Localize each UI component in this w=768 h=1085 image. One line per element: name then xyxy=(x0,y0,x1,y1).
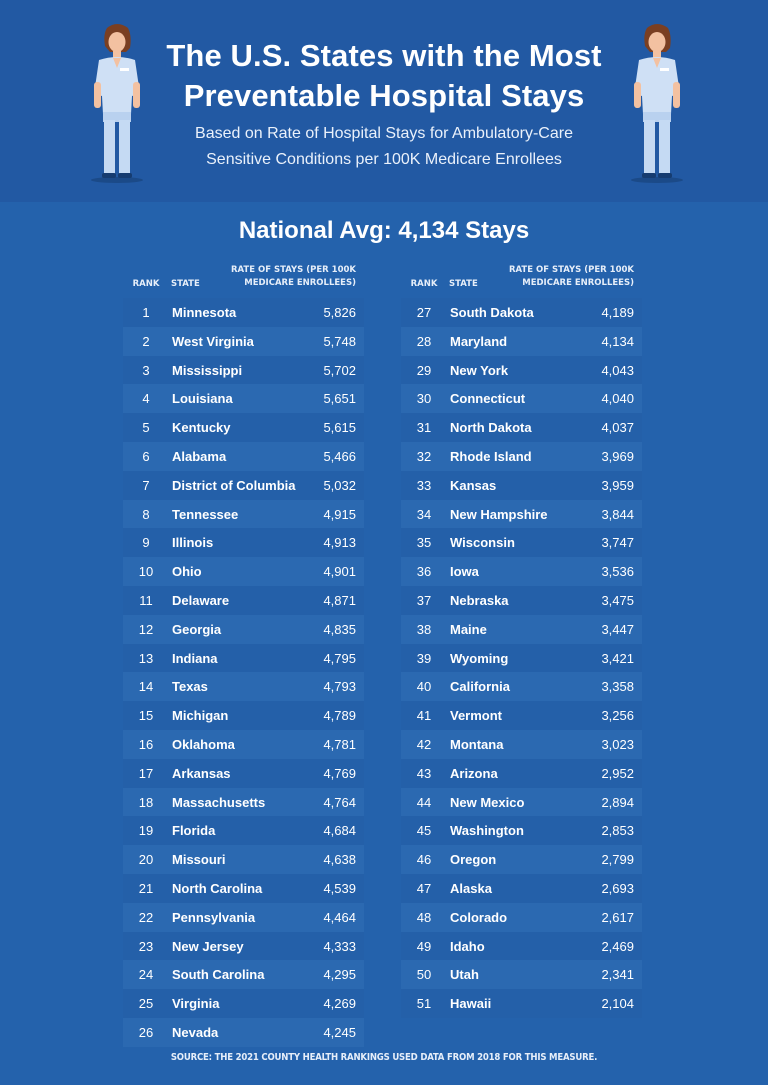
row-rate: 3,536 xyxy=(601,564,634,580)
national-average: National Avg: 4,134 Stays xyxy=(238,217,530,244)
page-title xyxy=(0,36,768,116)
row-state: Oregon xyxy=(450,852,497,868)
column-header-state: STATE xyxy=(171,279,200,289)
row-rank: 21 xyxy=(138,881,154,896)
row-rank: 8 xyxy=(142,506,150,522)
row-rank: 5 xyxy=(142,420,150,436)
table-row xyxy=(123,298,364,327)
row-rank: 25 xyxy=(138,996,154,1012)
row-rate: 3,447 xyxy=(601,621,634,637)
row-rank: 22 xyxy=(138,909,154,925)
table-row xyxy=(401,644,642,673)
row-rate: 5,466 xyxy=(323,449,356,464)
row-rate: 3,358 xyxy=(601,679,634,695)
table-row xyxy=(401,586,642,615)
row-rate: 4,245 xyxy=(323,1025,356,1040)
row-rate: 2,853 xyxy=(601,823,634,839)
row-state: Virginia xyxy=(172,996,220,1012)
column-header-rate-line-1: RATE OF STAYS (PER 100K xyxy=(508,265,634,275)
row-rank: 12 xyxy=(138,621,154,637)
row-state: Minnesota xyxy=(172,305,237,320)
column-header-rate-line-2: MEDICARE ENROLLEES) xyxy=(244,278,356,288)
row-rank: 34 xyxy=(416,506,432,522)
row-rate: 3,747 xyxy=(601,535,634,551)
row-state: Kentucky xyxy=(172,420,231,436)
table-row xyxy=(123,442,364,471)
table-row xyxy=(401,672,642,701)
row-rank: 9 xyxy=(142,535,150,551)
row-rate: 2,341 xyxy=(601,967,634,983)
table-row xyxy=(123,989,364,1018)
row-rate: 3,475 xyxy=(601,593,634,608)
row-state: Kansas xyxy=(450,477,497,493)
row-rate: 2,894 xyxy=(601,794,634,810)
table-row xyxy=(401,327,642,356)
row-rate: 4,781 xyxy=(323,737,356,752)
row-rate: 4,915 xyxy=(323,506,356,522)
row-rate: 2,693 xyxy=(601,881,634,896)
row-rank: 20 xyxy=(138,852,154,868)
row-state: Georgia xyxy=(172,621,222,637)
row-state: Oklahoma xyxy=(172,737,235,752)
table-row xyxy=(401,903,642,932)
row-state: Iowa xyxy=(450,564,479,580)
table-row xyxy=(123,788,364,817)
row-state: Arkansas xyxy=(172,765,231,781)
table-row xyxy=(123,528,364,557)
table-row xyxy=(401,557,642,586)
row-rate: 4,684 xyxy=(323,823,356,839)
row-rank: 28 xyxy=(416,333,432,349)
row-rate: 5,702 xyxy=(323,362,356,378)
column-header-state: STATE xyxy=(449,279,478,289)
table-row xyxy=(401,816,642,845)
table-row xyxy=(123,644,364,673)
row-state: New Hampshire xyxy=(450,506,548,522)
row-rank: 39 xyxy=(416,650,432,666)
row-rate: 4,189 xyxy=(601,305,634,320)
row-state: New York xyxy=(450,362,509,378)
table-row xyxy=(123,557,364,586)
row-rate: 5,615 xyxy=(323,420,356,436)
table-row xyxy=(401,845,642,874)
row-rate: 4,333 xyxy=(323,938,356,954)
page-subtitle xyxy=(0,121,768,173)
row-rank: 43 xyxy=(416,765,432,781)
row-rank: 24 xyxy=(138,967,154,983)
row-rate: 4,464 xyxy=(323,909,356,925)
row-rate: 4,789 xyxy=(323,708,356,724)
column-header-rank: RANK xyxy=(410,279,438,289)
row-state: Mississippi xyxy=(172,362,243,378)
row-state: Pennsylvania xyxy=(172,909,256,925)
row-state: Vermont xyxy=(450,708,503,724)
row-state: Indiana xyxy=(172,650,218,666)
row-state: Washington xyxy=(450,823,524,839)
row-rate: 2,799 xyxy=(601,852,634,868)
table-row xyxy=(123,874,364,903)
row-state: Arizona xyxy=(450,765,498,781)
table-panel xyxy=(0,202,768,1085)
row-rate: 4,043 xyxy=(601,362,634,378)
row-state: Montana xyxy=(450,737,504,752)
row-rank: 48 xyxy=(416,909,432,925)
row-rank: 51 xyxy=(416,996,432,1012)
row-rank: 7 xyxy=(142,477,150,493)
row-rank: 4 xyxy=(142,391,150,407)
row-rank: 18 xyxy=(138,794,154,810)
row-state: West Virginia xyxy=(172,333,254,349)
table-row xyxy=(123,730,364,759)
table-row xyxy=(123,845,364,874)
row-rank: 10 xyxy=(138,564,154,580)
row-state: Michigan xyxy=(172,708,229,724)
row-rank: 3 xyxy=(142,362,150,378)
table-row xyxy=(401,500,642,529)
table-row xyxy=(401,298,642,327)
row-state: Tennessee xyxy=(172,506,239,522)
table-row xyxy=(123,932,364,961)
row-rank: 17 xyxy=(138,765,154,781)
row-rate: 4,901 xyxy=(323,564,356,580)
row-rank: 27 xyxy=(416,305,432,320)
table-row xyxy=(401,874,642,903)
row-rank: 19 xyxy=(138,823,154,839)
table-row xyxy=(123,471,364,500)
row-rank: 15 xyxy=(138,708,154,724)
title-line-1: The U.S. States with the Most xyxy=(166,38,602,73)
row-rate: 5,651 xyxy=(323,391,356,407)
row-rate: 3,969 xyxy=(601,449,634,464)
row-state: North Dakota xyxy=(450,420,532,436)
row-rank: 37 xyxy=(416,593,432,608)
row-rank: 42 xyxy=(416,737,432,752)
row-rate: 2,617 xyxy=(601,909,634,925)
row-state: Nevada xyxy=(172,1025,219,1040)
row-rate: 2,469 xyxy=(601,938,634,954)
row-state: Wisconsin xyxy=(450,535,515,551)
row-rate: 4,295 xyxy=(323,967,356,983)
table-row xyxy=(123,384,364,413)
row-rate: 4,040 xyxy=(601,391,634,407)
row-rate: 4,835 xyxy=(323,621,356,637)
table-row xyxy=(401,413,642,442)
row-rate: 3,023 xyxy=(601,737,634,752)
row-rank: 40 xyxy=(416,679,432,695)
row-rank: 29 xyxy=(416,362,432,378)
column-header-rate xyxy=(231,264,356,290)
row-state: New Mexico xyxy=(450,794,525,810)
row-rank: 16 xyxy=(138,737,154,752)
title-line-2: Preventable Hospital Stays xyxy=(183,78,585,113)
row-rate: 2,952 xyxy=(601,765,634,781)
row-state: Texas xyxy=(172,679,208,695)
row-state: New Jersey xyxy=(172,938,244,954)
row-rank: 30 xyxy=(416,391,432,407)
table-row xyxy=(401,960,642,989)
row-state: Maine xyxy=(450,621,487,637)
row-state: Nebraska xyxy=(450,593,509,608)
row-rate: 4,134 xyxy=(601,333,634,349)
row-state: Florida xyxy=(172,823,216,839)
table-row xyxy=(401,615,642,644)
row-state: District of Columbia xyxy=(172,477,296,493)
row-state: Missouri xyxy=(172,852,226,868)
table-row xyxy=(123,672,364,701)
column-header-rank: RANK xyxy=(132,279,160,289)
table-row xyxy=(123,586,364,615)
row-rank: 49 xyxy=(416,938,432,954)
row-state: South Dakota xyxy=(450,305,534,320)
table-row xyxy=(123,615,364,644)
table-row xyxy=(401,356,642,385)
column-header-rate-line-1: RATE OF STAYS (PER 100K xyxy=(230,265,356,275)
row-rate: 3,844 xyxy=(601,506,634,522)
table-row xyxy=(123,1018,364,1047)
row-rank: 2 xyxy=(142,333,150,349)
row-rate: 3,421 xyxy=(601,650,634,666)
table-row xyxy=(123,500,364,529)
row-rank: 6 xyxy=(142,449,150,464)
row-rank: 41 xyxy=(416,708,432,724)
row-rank: 50 xyxy=(416,967,432,983)
row-rank: 44 xyxy=(416,794,432,810)
row-rate: 2,104 xyxy=(601,996,634,1012)
row-state: Connecticut xyxy=(450,391,526,407)
row-rank: 14 xyxy=(138,679,154,695)
table-row xyxy=(401,989,642,1018)
row-state: Utah xyxy=(450,967,479,983)
row-rate: 4,793 xyxy=(323,679,356,695)
table-row xyxy=(123,960,364,989)
row-state: Hawaii xyxy=(450,996,492,1012)
column-header-right xyxy=(409,264,634,294)
table-row xyxy=(401,384,642,413)
row-state: Ohio xyxy=(172,564,202,580)
table-row xyxy=(401,701,642,730)
source-note: SOURCE: THE 2021 COUNTY HEALTH RANKINGS USED DATA FROM 2018 FOR THIS MEASURE. xyxy=(170,1052,598,1063)
column-header-left xyxy=(131,264,356,294)
row-state: Wyoming xyxy=(450,650,509,666)
row-rate: 5,032 xyxy=(323,477,356,493)
row-rank: 26 xyxy=(138,1025,154,1040)
row-rank: 33 xyxy=(416,477,432,493)
row-rate: 4,913 xyxy=(323,535,356,551)
row-rank: 38 xyxy=(416,621,432,637)
row-rate: 4,638 xyxy=(323,852,356,868)
row-rank: 32 xyxy=(416,449,432,464)
row-state: Idaho xyxy=(450,938,485,954)
row-rate: 3,256 xyxy=(601,708,634,724)
table-row xyxy=(401,730,642,759)
table-row xyxy=(123,903,364,932)
row-rank: 46 xyxy=(416,852,432,868)
row-rate: 4,037 xyxy=(601,420,634,436)
row-state: Illinois xyxy=(172,535,214,551)
row-rate: 4,539 xyxy=(323,881,356,896)
table-row xyxy=(401,932,642,961)
table-row xyxy=(401,528,642,557)
row-rank: 36 xyxy=(416,564,432,580)
row-state: Alaska xyxy=(450,881,492,896)
row-rate: 3,959 xyxy=(601,477,634,493)
row-rank: 47 xyxy=(416,881,432,896)
row-state: Rhode Island xyxy=(450,449,532,464)
row-state: Colorado xyxy=(450,909,508,925)
row-state: Alabama xyxy=(172,449,227,464)
row-rate: 4,871 xyxy=(323,593,356,608)
row-state: Louisiana xyxy=(172,391,233,407)
row-rank: 13 xyxy=(138,650,154,666)
table-row xyxy=(123,413,364,442)
row-state: South Carolina xyxy=(172,967,265,983)
table-row xyxy=(123,701,364,730)
row-state: Massachusetts xyxy=(172,794,266,810)
row-rank: 23 xyxy=(138,938,154,954)
row-rank: 35 xyxy=(416,535,432,551)
table-row xyxy=(401,788,642,817)
row-state: North Carolina xyxy=(172,881,263,896)
table-row xyxy=(401,759,642,788)
table-row xyxy=(123,356,364,385)
row-rate: 5,826 xyxy=(323,305,356,320)
table-row xyxy=(123,816,364,845)
subtitle-line-1: Based on Rate of Hospital Stays for Ambulatory-Care xyxy=(195,125,573,142)
column-header-rate xyxy=(509,264,634,290)
subtitle-line-2: Sensitive Conditions per 100K Medicare Enrollees xyxy=(206,151,562,168)
table-row xyxy=(401,442,642,471)
row-rate: 4,269 xyxy=(323,996,356,1012)
row-state: Maryland xyxy=(450,333,508,349)
column-header-rate-line-2: MEDICARE ENROLLEES) xyxy=(522,278,634,288)
row-state: California xyxy=(450,679,510,695)
row-rate: 5,748 xyxy=(323,333,356,349)
row-rank: 31 xyxy=(416,420,432,436)
row-rank: 11 xyxy=(139,593,153,608)
row-rank: 1 xyxy=(142,305,150,320)
row-rate: 4,769 xyxy=(323,765,356,781)
row-state: Delaware xyxy=(172,593,230,608)
table-row xyxy=(123,759,364,788)
row-rate: 4,764 xyxy=(323,794,356,810)
table-row xyxy=(123,327,364,356)
table-row xyxy=(401,471,642,500)
row-rank: 45 xyxy=(416,823,432,839)
row-rate: 4,795 xyxy=(323,650,356,666)
